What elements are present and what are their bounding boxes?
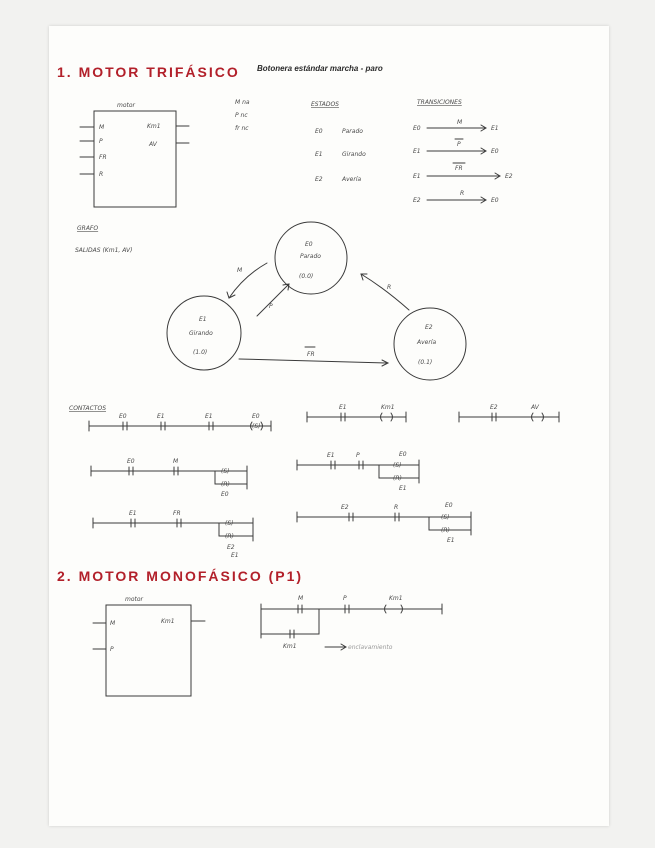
state-E0-id: E0: [315, 128, 323, 135]
svg-text:(R): (R): [225, 533, 234, 540]
input-type-M: M na: [235, 99, 250, 106]
svg-text:E2: E2: [413, 197, 421, 204]
svg-text:E1: E1: [157, 413, 165, 420]
svg-text:(R): (R): [441, 527, 450, 534]
svg-text:P: P: [457, 141, 461, 148]
motor-block-2: [106, 605, 191, 696]
input-type-FR: fr nc: [235, 125, 249, 132]
block1-in-P: P: [99, 138, 103, 145]
transitions-header: TRANSICIONES: [417, 99, 462, 106]
ladder-rung-4: [91, 458, 247, 498]
svg-text:M: M: [298, 595, 304, 602]
block1-in-R: R: [99, 171, 104, 178]
svg-text:(S): (S): [441, 514, 450, 521]
block2-in-P: P: [110, 646, 114, 653]
svg-text:E1: E1: [399, 485, 407, 492]
svg-text:E1: E1: [327, 452, 335, 459]
states-header: ESTADOS: [311, 101, 339, 108]
ladder-rung-6: [93, 510, 253, 559]
svg-text:(0.0): (0.0): [299, 273, 314, 280]
svg-text:enclavamiento: enclavamiento: [348, 644, 393, 651]
ladder-header: CONTACTOS: [69, 405, 107, 412]
svg-text:E0: E0: [445, 502, 453, 509]
input-type-P: P nc: [235, 112, 248, 119]
block1-pins: [80, 126, 189, 174]
svg-text:E0: E0: [127, 458, 135, 465]
block1-name: motor: [117, 102, 136, 109]
block1-out-AV: AV: [149, 141, 157, 148]
svg-text:E0: E0: [119, 413, 127, 420]
svg-text:E2: E2: [505, 173, 513, 180]
svg-text:M: M: [173, 458, 179, 465]
svg-text:E1: E1: [413, 173, 421, 180]
state-E1-id: E1: [315, 151, 323, 158]
svg-text:E1: E1: [231, 552, 239, 559]
graph-edges: [227, 263, 409, 366]
svg-text:P: P: [269, 303, 273, 310]
svg-text:Km1: Km1: [389, 595, 403, 602]
svg-text:(0.1): (0.1): [418, 359, 433, 366]
section2-title: 2. MOTOR MONOFÁSICO (P1): [57, 568, 304, 584]
svg-text:E1: E1: [129, 510, 137, 517]
svg-text:(S): (S): [221, 468, 230, 475]
svg-text:M: M: [237, 267, 243, 274]
svg-text:(R): (R): [221, 481, 230, 488]
svg-text:FR: FR: [307, 351, 315, 358]
svg-text:(S): (S): [252, 423, 261, 430]
svg-text:(1.0): (1.0): [193, 349, 208, 356]
svg-text:R: R: [387, 284, 392, 291]
notebook-page: [49, 26, 609, 826]
block2-out-Km1: Km1: [161, 618, 175, 625]
svg-text:E1: E1: [199, 316, 207, 323]
svg-text:(S): (S): [225, 520, 234, 527]
svg-text:E1: E1: [205, 413, 213, 420]
svg-text:P: P: [343, 595, 347, 602]
state-E2-id: E2: [315, 176, 323, 183]
block1-in-FR: FR: [99, 154, 107, 161]
ladder-rung-1: [89, 413, 271, 431]
svg-text:R: R: [460, 190, 465, 197]
svg-text:E0: E0: [221, 491, 229, 498]
svg-text:E0: E0: [413, 125, 421, 132]
svg-text:FR: FR: [173, 510, 181, 517]
ladder-rung-3: [459, 404, 559, 422]
graph-header: GRAFO: [77, 225, 99, 232]
state-E1-name: Girando: [342, 151, 366, 158]
svg-text:E1: E1: [413, 148, 421, 155]
svg-text:(R): (R): [393, 475, 402, 482]
block2-name: motor: [125, 596, 144, 603]
handwritten-notes: [49, 26, 609, 826]
svg-text:E0: E0: [305, 241, 313, 248]
section1-title: 1. MOTOR TRIFÁSICO: [57, 64, 240, 80]
svg-text:(S): (S): [393, 462, 402, 469]
ladder-section2: [261, 595, 442, 651]
section1-subtitle: Botonera estándar marcha - paro: [257, 64, 383, 73]
svg-text:R: R: [394, 504, 399, 511]
svg-text:Parado: Parado: [300, 253, 321, 260]
block1-out-Km1: Km1: [147, 123, 161, 130]
ladder-rung-7: [297, 502, 471, 544]
svg-text:E0: E0: [399, 451, 407, 458]
svg-text:Km1: Km1: [283, 643, 297, 650]
svg-text:Km1: Km1: [381, 404, 395, 411]
transition-rows: [413, 119, 513, 204]
svg-text:E2: E2: [227, 544, 235, 551]
svg-text:E0: E0: [491, 197, 499, 204]
svg-text:Girando: Girando: [189, 330, 213, 337]
svg-text:FR: FR: [455, 165, 463, 172]
svg-text:E1: E1: [491, 125, 499, 132]
svg-text:E1: E1: [447, 537, 455, 544]
svg-text:E1: E1: [339, 404, 347, 411]
svg-text:E0: E0: [491, 148, 499, 155]
svg-text:E0: E0: [252, 413, 260, 420]
ladder-rung-2: [307, 404, 406, 422]
svg-text:E2: E2: [490, 404, 498, 411]
svg-text:P: P: [356, 452, 360, 459]
svg-text:Avería: Avería: [417, 339, 437, 346]
svg-text:M: M: [457, 119, 463, 126]
block1-in-M: M: [99, 124, 105, 131]
state-E0-name: Parado: [342, 128, 363, 135]
block2-in-M: M: [110, 620, 116, 627]
svg-text:E2: E2: [341, 504, 349, 511]
outputs-line: SALIDAS (Km1, AV): [75, 247, 133, 254]
svg-text:AV: AV: [531, 404, 539, 411]
ladder-rung-5: [297, 451, 419, 492]
state-E2-name: Avería: [342, 176, 362, 183]
svg-text:E2: E2: [425, 324, 433, 331]
